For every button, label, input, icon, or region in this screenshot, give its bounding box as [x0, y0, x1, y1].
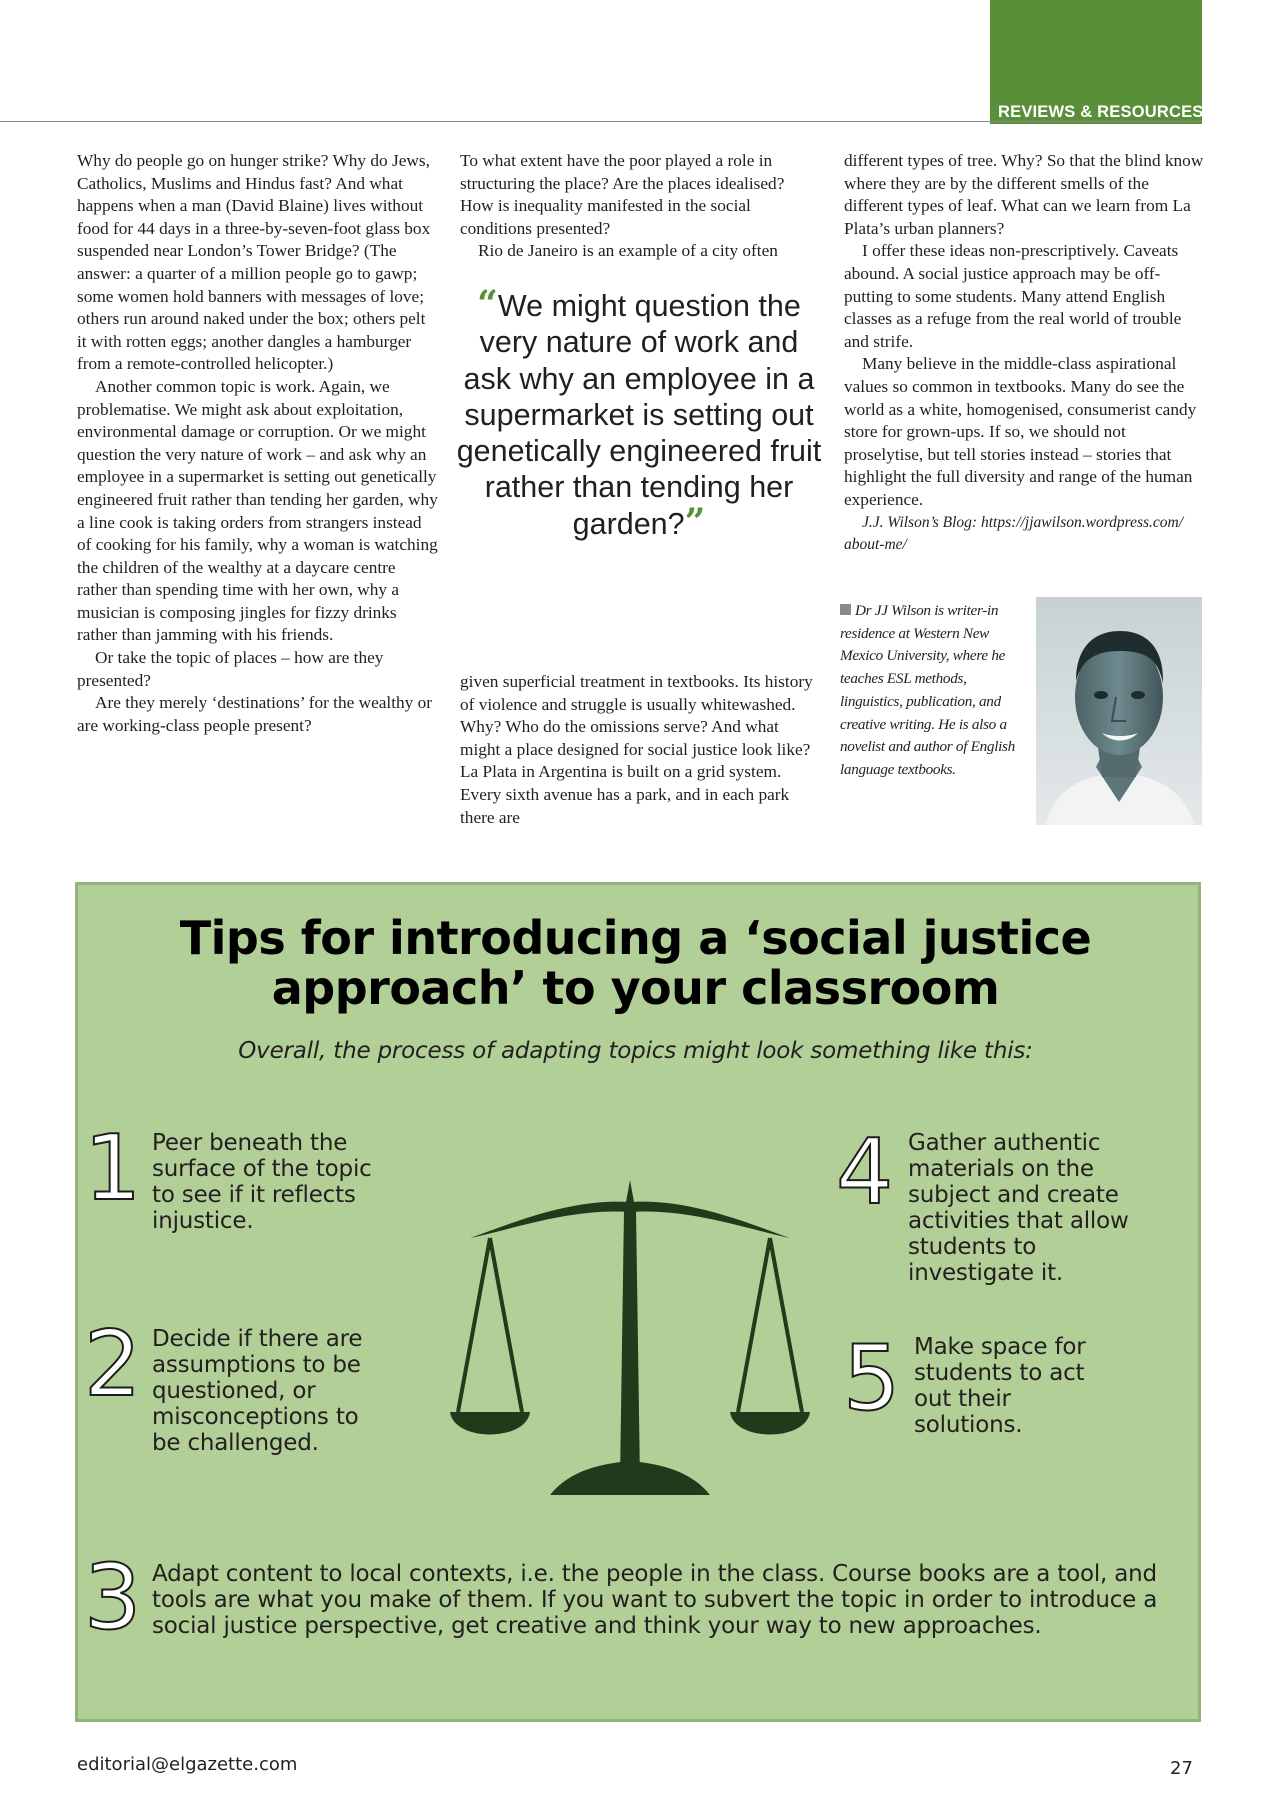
scales-of-justice-icon: [450, 1180, 810, 1510]
article-column-3: [844, 150, 1206, 556]
paragraph: To what extent have the poor played a role in structuring the place? Are the places idealised? How is inequality manifested in the social conditions presented?: [460, 151, 785, 238]
tip-number-5: 5: [843, 1326, 901, 1431]
pull-quote: [455, 283, 823, 543]
article-column-2: [460, 150, 822, 263]
paragraph: given superficial treatment in textbooks. Its history of violence and struggle is usually whitewashed. Why? Who do the omissions serve? And what might a place designed for social justice look like? La Plata in Argentina is built on a grid system. Every sixth avenue has a park, and in each park there are: [460, 672, 813, 827]
tip-number-1: 1: [84, 1116, 142, 1221]
footer-email-link[interactable]: editorial@elgazette.com: [77, 1754, 298, 1775]
paragraph: Another common topic is work. Again, we problematise. We might ask about exploitation, environmental damage or corruption. Or we might question the very nature of work – and ask why an employee in a supermarket is setting out genetically engineered fruit rather than tending her garden, why a line cook is taking orders from strangers instead of cooking for his family, why a woman is watching the children of the wealthy at a daycare centre rather than spending time with her own, why a musician is composing jingles for fizzy drinks rather than jamming with his friends.: [77, 376, 438, 645]
paragraph: I offer these ideas non-prescriptively. Caveats abound. A social justice approach may be off-putting to some students. Many attend English classes as a refuge from the real world of trouble and strife.: [844, 241, 1182, 351]
pull-quote-text: We might question the very nature of work and ask why an employee in a supermarket is setting out genetically engineered fruit rather than tending her garden?: [456, 289, 822, 541]
tip-number-3: 3: [84, 1545, 142, 1650]
blog-link[interactable]: J.J. Wilson’s Blog: https://jjawilson.wordpress.com/ about-me/: [844, 513, 1184, 553]
tips-intro: Overall, the process of adapting topics might look something like this:: [238, 1038, 1033, 1064]
paragraph: Why do people go on hunger strike? Why do Jews, Catholics, Muslims and Hindus fast? And what happens when a man (David Blaine) lives without food for 44 days in a three-by-seven-foot glass box suspended near London’s Tower Bridge? (The answer: a quarter of a million people go to gawp; some women hold banners with messages of love; others run around naked under the box; others pelt it with rotten eggs; another dangles a hamburger from a remote-controlled helicopter.): [77, 151, 431, 374]
tip-text-4: Gather authentic materials on the subject and create activities that allow students to investigate it.: [908, 1130, 1129, 1286]
tip-text-3: Adapt content to local contexts, i.e. the people in the class. Course books are a tool, and tools are what you make of them. If you want to subvert the topic in order to introduce a social justice perspective, get creative and think your way to new approaches.: [152, 1561, 1158, 1639]
author-bio: [840, 600, 1030, 782]
tips-title: [0, 913, 1271, 1013]
paragraph: Rio de Janeiro is an example of a city often: [478, 241, 778, 261]
article-column-1: [77, 150, 439, 737]
tip-number-2: 2: [84, 1312, 142, 1417]
section-label: REVIEWS & RESOURCES: [998, 103, 1204, 121]
paragraph: Or take the topic of places – how are they presented?: [77, 648, 384, 690]
article-column-2-continued: [460, 671, 822, 829]
tip-text-1: Peer beneath the surface of the topic to see if it reflects injustice.: [152, 1130, 372, 1234]
paragraph: different types of tree. Why? So that the blind know where they are by the different smells of the different types of leaf. What can we learn from La Plata’s urban planners?: [844, 151, 1204, 238]
close-quote-mark: ”: [684, 500, 706, 543]
tips-title-line-2: approach’ to your classroom: [271, 961, 1000, 1015]
tip-text-2: Decide if there are assumptions to be questioned, or misconceptions to be challenged.: [152, 1326, 363, 1456]
author-bio-text: Dr JJ Wilson is writer-in residence at Western New Mexico University, where he teaches ESL methods, linguistics, publication, and creative writing. He is also a novelist and author of English language textbooks.: [840, 602, 1015, 778]
header-rule: [0, 121, 1202, 122]
bullet-square-icon: [840, 604, 851, 615]
author-photo: [1036, 597, 1202, 825]
tip-number-4: 4: [836, 1120, 894, 1225]
open-quote-mark: “: [477, 283, 498, 325]
page-number: 27: [1170, 1758, 1193, 1779]
paragraph: Are they merely ‘destinations’ for the wealthy or are working-class people present?: [77, 693, 433, 735]
paragraph: Many believe in the middle-class aspirational values so common in textbooks. Many do see the world as a white, homogenised, consumerist candy store for grown-ups. If so, we should not proselytise, but tell stories instead – stories that highlight the full diversity and range of the human experience.: [844, 354, 1197, 509]
tip-text-5: Make space for students to act out their solutions.: [914, 1334, 1086, 1438]
tips-title-line-1: Tips for introducing a ‘social justice: [179, 911, 1092, 965]
